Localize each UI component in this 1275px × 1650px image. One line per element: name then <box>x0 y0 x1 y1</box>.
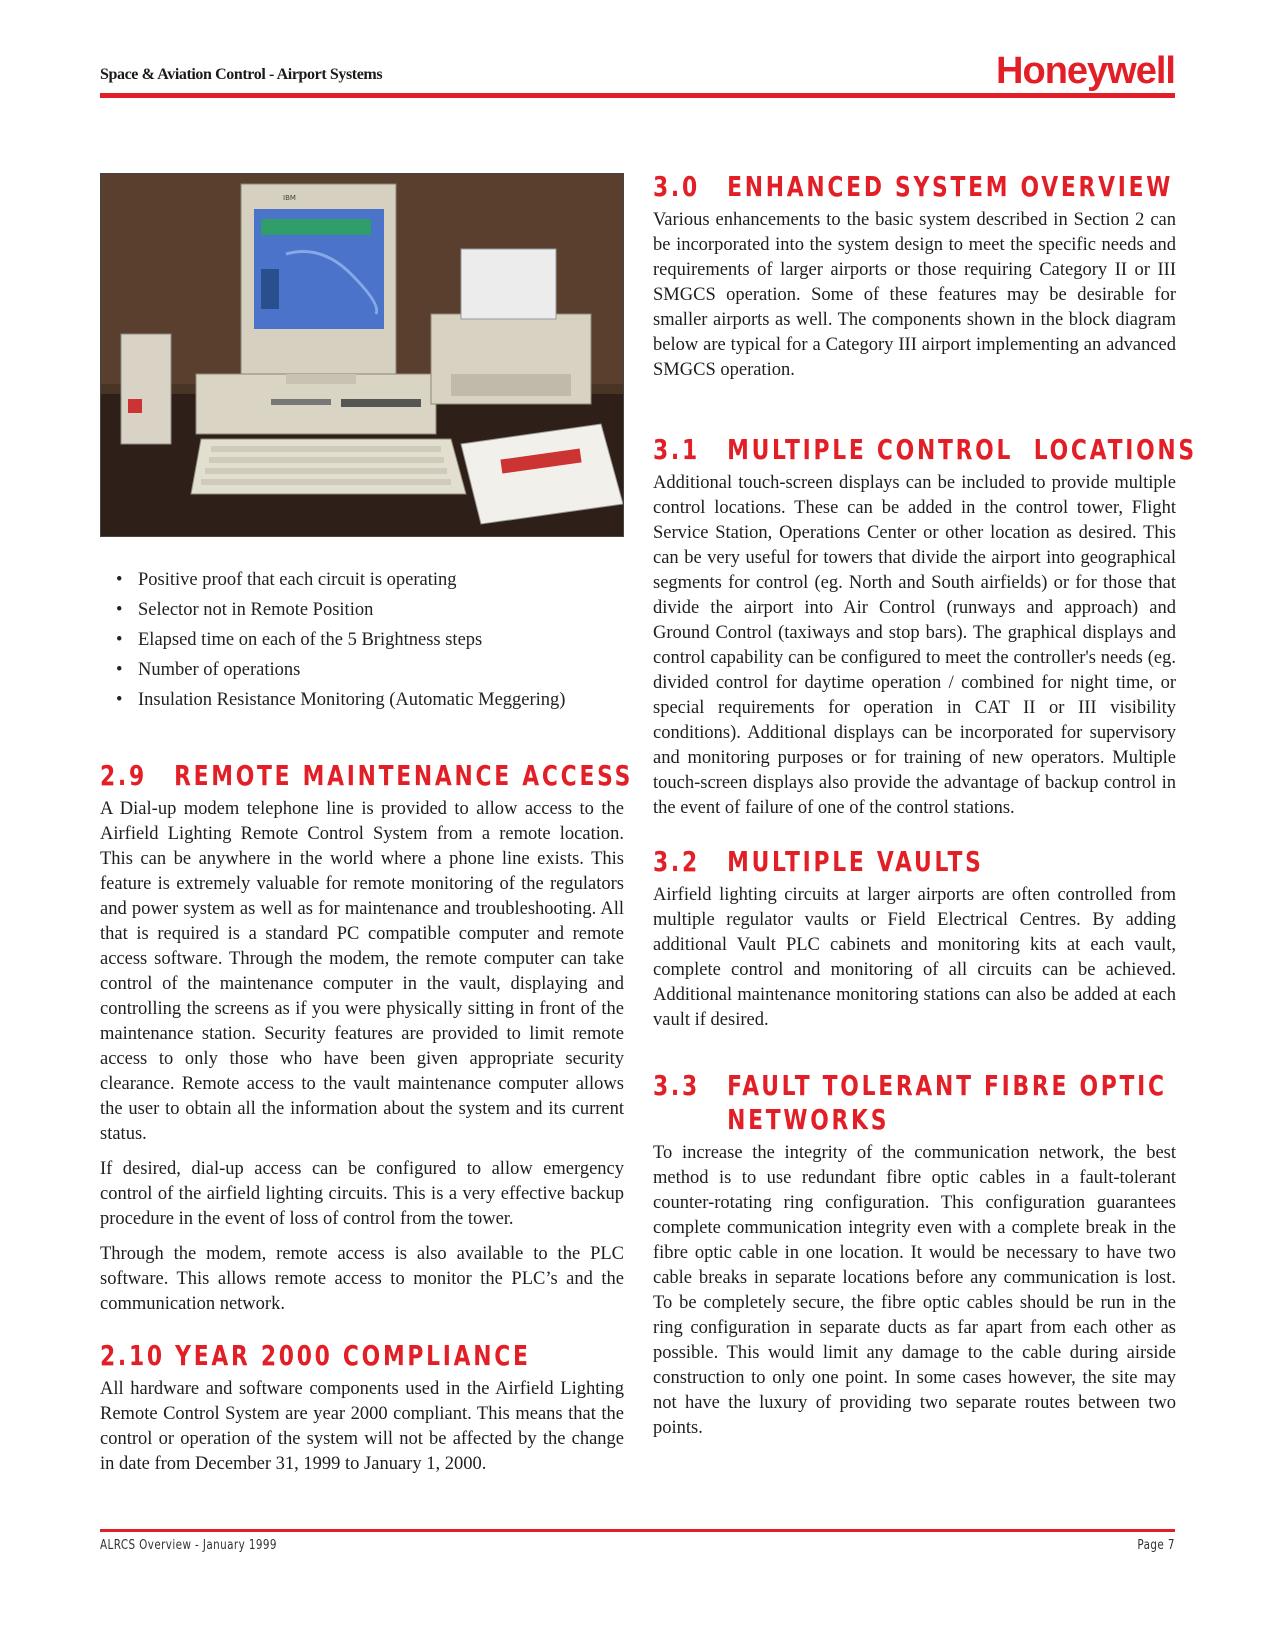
section-heading-3-2: 3.2 MULTIPLE VAULTS <box>653 845 984 878</box>
computer-system-photo <box>100 173 624 537</box>
paragraph: All hardware and software components used in the Airfield Lighting Remote Control System are year 2000 compliant. This means that the control or operation of the system will not be affected by the change in date from December 31, 1999 to January 1, 2000. <box>100 1379 624 1474</box>
paragraph: Various enhancements to the basic system described in Section 2 can be incorporated into the system design to meet the specific needs and requirements of larger airports or those requiring Category II or III SMGCS operation. Some of these features may be desirable for smaller airports as well. The components shown in the block diagram below are typical for a Category III airport implementing an advanced SMGCS operation. <box>653 210 1176 380</box>
section-heading-3-1: 3.1 MULTIPLE CONTROL LOCATIONS <box>653 433 1197 466</box>
feature-list <box>116 565 624 715</box>
honeywell-logo: Honeywell <box>996 50 1175 92</box>
list-item: • Number of operations <box>116 660 301 680</box>
paragraph: If desired, dial-up access can be configured to allow emergency control of the airfield lighting circuits. This is a very effective backup procedure in the event of loss of control from the tower. <box>100 1159 624 1229</box>
section-heading-3-0: 3.0 ENHANCED SYSTEM OVERVIEW <box>653 170 1174 203</box>
paragraph: A Dial-up modem telephone line is provided to allow access to the Airfield Lighting Remote Control System from a remote location. This can be anywhere in the world where a phone line exists. This feature is extremely valuable for remote monitoring of the regulators and power system as well as for maintenance and troubleshooting. All that is required is a standard PC compatible computer and remote access software. Through the modem, the remote computer can take control of the maintenance computer in the vault, displaying and controlling the screens as if you were physically sitting in front of the maintenance station. Security features are provided to limit remote access to only those who have been given appropriate security clearance. Remote access to the vault maintenance computer allows the user to obtain all the information about the system and its current status. <box>100 799 624 1144</box>
computer-system-illustration <box>101 174 623 536</box>
header-title: Space & Aviation Control - Airport Systems <box>100 66 383 83</box>
section-heading-2-9: 2.9 REMOTE MAINTENANCE ACCESS <box>100 759 634 792</box>
monitor-brand: IBM <box>283 194 296 202</box>
right-column <box>653 170 1197 1441</box>
section-heading-3-3: 3.3 FAULT TOLERANT FIBRE OPTIC NETWORKS <box>653 1069 1167 1136</box>
list-item: • Insulation Resistance Monitoring (Automatic Meggering) <box>116 690 566 710</box>
list-item: • Elapsed time on each of the 5 Brightness steps <box>116 630 483 650</box>
footer-rule <box>100 1529 1175 1532</box>
paragraph: To increase the integrity of the communication network, the best method is to use redundant fibre optic cables in a fault-tolerant counter-rotating ring configuration. This configuration guarantees complete communication integrity even with a complete break in the fibre optic cable in one location. It would be necessary to have two cable breaks in separate locations before any communication is lost. To be completely secure, the fibre optic cables should be run in the ring configuration in separate ducts as far apart from each other as possible. This would limit any damage to the cable during airside construction to only one point. In some cases however, the site may not have the luxury of providing two separate routes between two points. <box>653 1143 1176 1438</box>
list-item: • Selector not in Remote Position <box>116 600 374 620</box>
section-heading-2-10: 2.10 YEAR 2000 COMPLIANCE <box>100 1339 531 1372</box>
paragraph: Additional touch-screen displays can be included to provide multiple control locations. These can be added in the control tower, Flight Service Station, Operations Center or other location as desired. This can be very useful for towers that divide the airport into geographical segments for control (eg. North and South airfields) or for those that divide the airport into Air Control (runways and approach) and Ground Control (taxiways and stop bars). The graphical displays and control capability can be configured to meet the controller's needs (eg. divided control for daytime operation / combined for night time, or special requirements for operation in CAT II or III visibility conditions). Additional displays can be incorporated for supervisory and monitoring purposes or for training of new operators. Multiple touch-screen displays also provide the advantage of backup control in the event of failure of one of the control stations. <box>653 473 1176 818</box>
list-item: • Positive proof that each circuit is operating <box>116 570 457 590</box>
paragraph: Airfield lighting circuits at larger airports are often controlled from multiple regulator vaults or Field Electrical Centres. By adding additional Vault PLC cabinets and monitoring kits at each vault, complete control and monitoring of all circuits can be achieved. Additional maintenance monitoring stations can also be added at each vault if desired. <box>653 885 1176 1030</box>
paragraph: Through the modem, remote access is also available to the PLC software. This allows remote access to monitor the PLC’s and the communication network. <box>100 1244 624 1314</box>
page-number: Page 7 <box>1137 1538 1175 1553</box>
footer-doc-title: ALRCS Overview - January 1999 <box>100 1538 277 1553</box>
header-rule <box>100 93 1175 98</box>
left-column <box>100 173 634 1477</box>
